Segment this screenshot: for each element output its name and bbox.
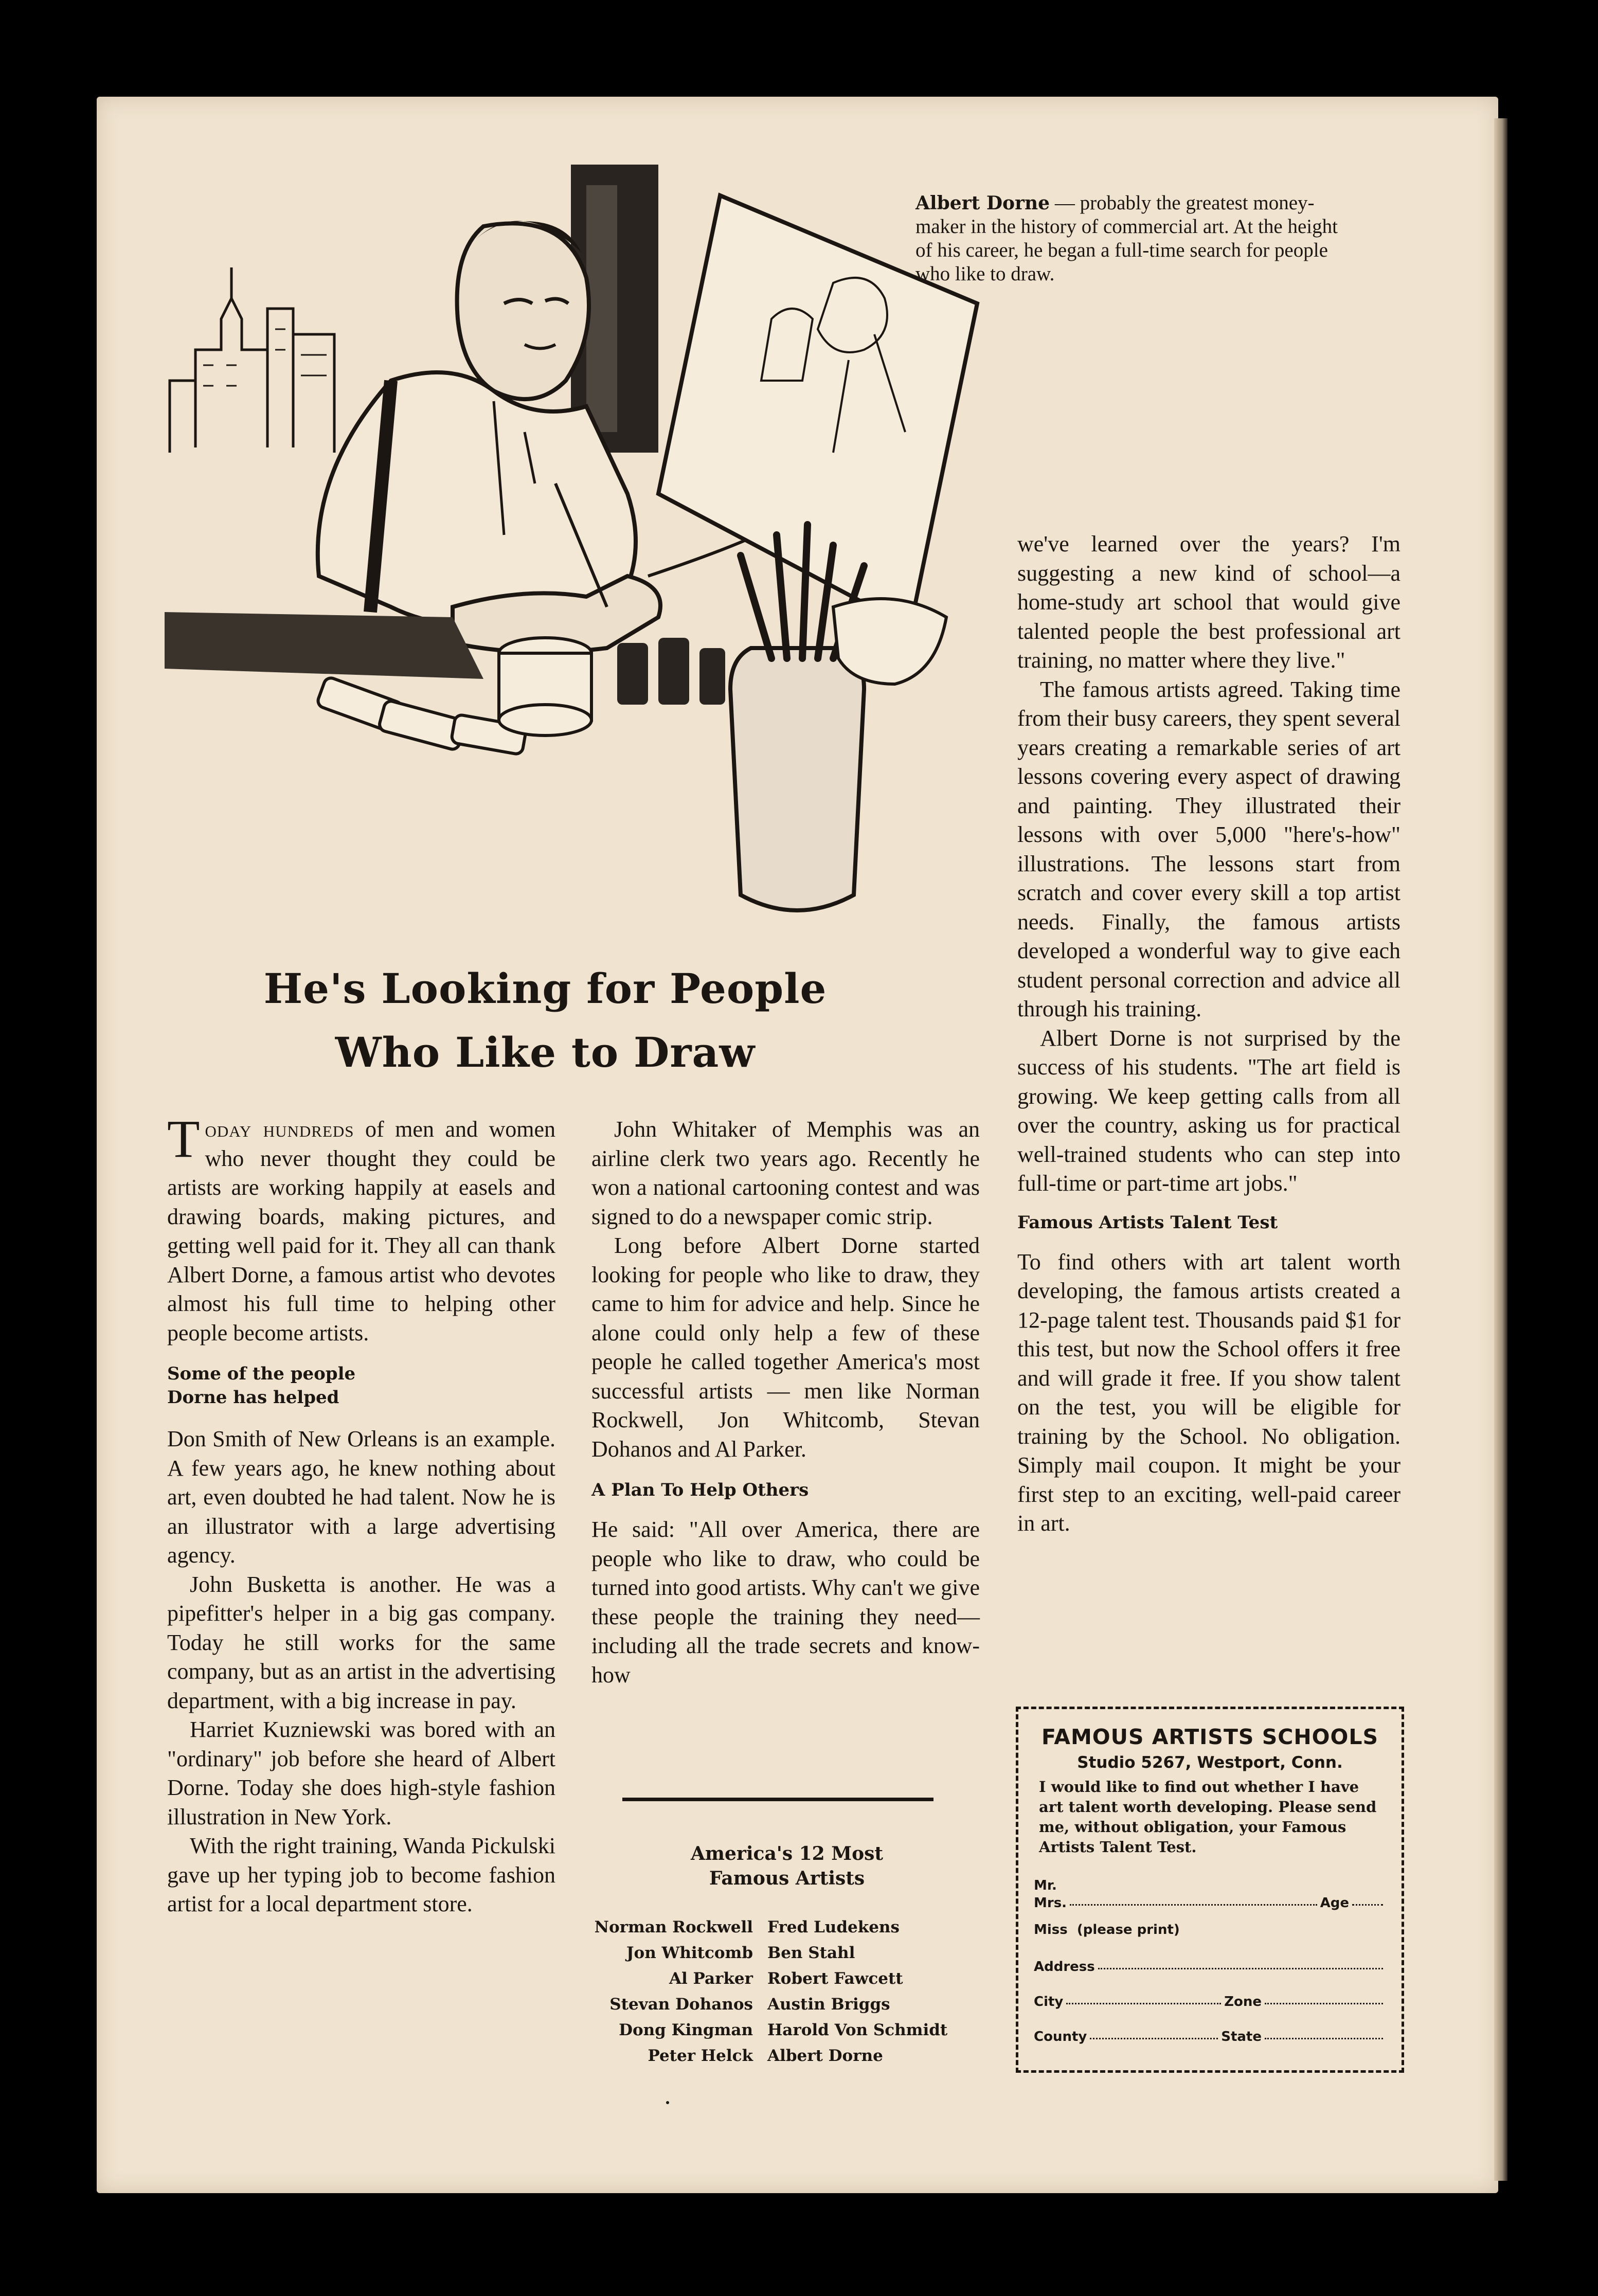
artists-list-title — [591, 1841, 982, 1891]
list-item — [581, 1966, 1003, 1992]
list-item — [581, 1992, 1003, 2017]
form-row — [1034, 1911, 1386, 1938]
artist-name: Ben Stahl — [767, 1944, 855, 1962]
illustration-caption — [915, 191, 1353, 286]
state-label: State — [1221, 2029, 1262, 2044]
state-field[interactable] — [1265, 2038, 1383, 2039]
paragraph — [167, 1109, 555, 1348]
subheading: A Plan To Help Others — [591, 1480, 809, 1500]
paragraph: Harriet Kuzniewski was bored with an "ordinary" job before she heard of Albert Dorne. Today she does high-style fashion illustration in New York. — [167, 1717, 555, 1829]
subheading-line2: Dorne has helped — [167, 1387, 339, 1408]
artist-name: Albert Dorne — [767, 2047, 883, 2065]
subheading — [167, 1362, 555, 1409]
article-column-1 — [167, 1109, 555, 1919]
paragraph: John Whitaker of Memphis was an airline clerk two years ago. Recently he won a national cartooning contest and was signed to do a newspaper comic strip. — [591, 1117, 980, 1229]
mail-coupon — [1016, 1707, 1404, 2073]
paragraph: He said: "All over America, there are people who like to draw, who could be turned into good artists. Why can't we give these people the training they need—including all the trade secrets and know-how — [591, 1517, 980, 1688]
miss-label: Miss — [1034, 1922, 1068, 1938]
age-field[interactable] — [1352, 1904, 1383, 1906]
paragraph-text: of men and women who never thought they could be artists are working happily at easels and drawing boards, making pictures, and getting well paid for it. They all can thank Albert Dorne, a famous artist who devotes almost his full time to helping other people become artists. — [167, 1117, 555, 1346]
paragraph: Don Smith of New Orleans is an example. A few years ago, he knew nothing about art, even doubted he had talent. Now he is an illustrator with a large advertising agency. — [167, 1426, 555, 1568]
paragraph: With the right training, Wanda Pickulski gave up her typing job to become fashion artist for a local department store. — [167, 1833, 555, 1916]
coupon-title: FAMOUS ARTISTS SCHOOLS — [1041, 1725, 1379, 1749]
artist-name: Jon Whitcomb — [626, 1944, 753, 1962]
zone-label: Zone — [1224, 1994, 1262, 2010]
headline-line1: He's Looking for People — [263, 964, 827, 1013]
artist-name: Austin Briggs — [767, 1995, 890, 2014]
city-field[interactable] — [1066, 2003, 1221, 2004]
city-label: City — [1034, 1994, 1064, 2010]
artists-title-line1: America's 12 Most — [690, 1843, 884, 1864]
artist-name: Robert Fawcett — [767, 1969, 903, 1988]
form-row — [1034, 1869, 1386, 1893]
lead-in: oday hundreds — [205, 1117, 354, 1142]
divider — [622, 1798, 933, 1801]
artist-name: Dong Kingman — [619, 2021, 753, 2039]
page-edge — [1494, 118, 1507, 2181]
form-row[interactable] — [1034, 1975, 1386, 2010]
list-item — [581, 1940, 1003, 1966]
address-field[interactable] — [1098, 1968, 1383, 1969]
age-label: Age — [1320, 1895, 1349, 1911]
artist-name: Al Parker — [669, 1969, 753, 1988]
headline-line2: Who Like to Draw — [335, 1028, 756, 1077]
caption-text: — probably the greatest money-maker in the history of commercial art. At the height of his career, he began a full-time search for people who like to draw. — [915, 192, 1338, 285]
list-item — [581, 1914, 1003, 1940]
mrs-label: Mrs. — [1034, 1895, 1067, 1911]
address-label: Address — [1034, 1959, 1095, 1975]
list-item — [581, 2017, 1003, 2043]
form-row[interactable] — [1034, 1938, 1386, 1975]
paragraph: John Busketta is another. He was a pipefitter's helper in a big gas company. Today he still works for the same company, but as an artist in the advertising department, with a big increase in pay. — [167, 1571, 555, 1713]
headline — [170, 957, 921, 1084]
paragraph: The famous artists agreed. Taking time from their busy careers, they spent several years creating a remarkable series of art lessons covering every aspect of drawing and painting. They illustrated their lessons with over 5,000 "here's-how" illustrations. The lessons start from scratch and cover every skill a top artist needs. Finally, the famous artists developed a wonderful way to give each student personal correction and advice all through his training. — [1017, 676, 1401, 1021]
print-note: (please print) — [1076, 1922, 1180, 1938]
caption-name: Albert Dorne — [915, 192, 1050, 214]
paragraph: we've learned over the years? I'm suggesting a new kind of school—a home-study art school that would give talented people the best professional art training, no matter where they live." — [1017, 531, 1401, 673]
list-item — [581, 2043, 1003, 2069]
form-row[interactable] — [1034, 1893, 1386, 1911]
artist-name: Peter Helck — [648, 2047, 753, 2065]
county-field[interactable] — [1090, 2038, 1218, 2039]
subheading: Famous Artists Talent Test — [1017, 1212, 1278, 1233]
paragraph: Long before Albert Dorne started looking for people who like to draw, they came to him for advice and help. Since he alone could only help a few of these people he called together America's most successful artists — men like Norman Rockwell, Jon Whitcomb, Stevan Dohanos and Al Parker. — [591, 1233, 980, 1462]
article-column-3 — [1017, 530, 1401, 1538]
name-field[interactable] — [1070, 1904, 1317, 1906]
article-column-2 — [591, 1115, 980, 1690]
artists-title-line2: Famous Artists — [709, 1868, 865, 1889]
drop-cap: T — [167, 1109, 200, 1169]
county-label: County — [1034, 2029, 1087, 2044]
form-row[interactable] — [1034, 2010, 1386, 2044]
artist-name: Norman Rockwell — [594, 1918, 753, 1936]
paragraph: Albert Dorne is not surprised by the success of his students. "The art field is growing. We keep getting calls from all over the country, asking us for practical well-trained students who can step into full-time or part-time art jobs." — [1017, 1025, 1401, 1196]
print-speck — [666, 2101, 669, 2104]
artists-list — [581, 1914, 1003, 2069]
artist-name: Harold Von Schmidt — [767, 2021, 948, 2039]
artist-illustration — [165, 165, 987, 967]
zone-field[interactable] — [1265, 2003, 1383, 2004]
coupon-address: Studio 5267, Westport, Conn. — [1077, 1753, 1343, 1772]
coupon-text: I would like to find out whether I have art talent worth developing. Please send me, without obligation, your Famous Artists Talent Test. — [1039, 1778, 1377, 1856]
paragraph: To find others with art talent worth developing, the famous artists created a 12-page talent test. Thousands paid $1 for this test, but now the School offers it free and will grade it free. If you show talent on the test, you will be eligible for training by the School. No obligation. Simply mail coupon. It might be your first step to an exciting, well-paid career in art. — [1017, 1249, 1401, 1536]
mr-label: Mr. — [1034, 1878, 1057, 1893]
subheading-line1: Some of the people — [167, 1364, 356, 1384]
coupon-form — [1034, 1869, 1386, 2044]
artist-name: Fred Ludekens — [767, 1918, 900, 1936]
artist-name: Stevan Dohanos — [609, 1995, 753, 2014]
